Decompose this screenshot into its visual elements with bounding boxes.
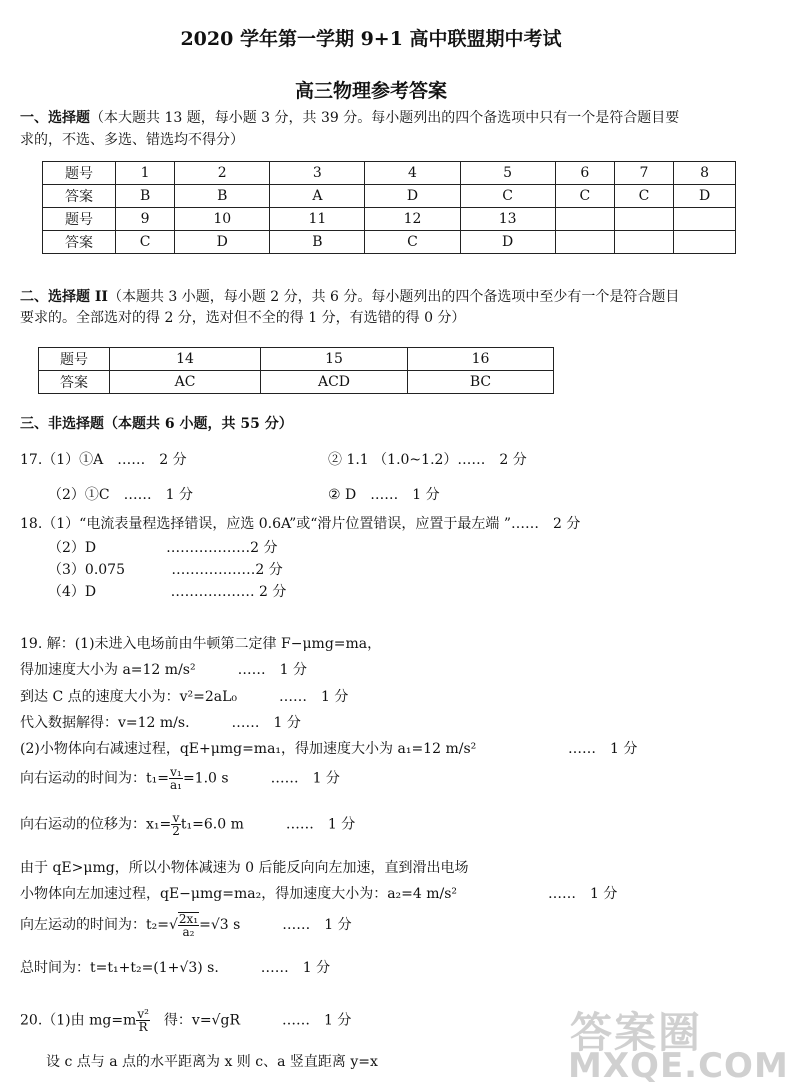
- fraction-numerator: v₁: [170, 765, 182, 779]
- table-cell: 答案: [39, 371, 110, 394]
- q17-line2a: （2）①C …… 1 分: [48, 487, 193, 503]
- q18-line3: （3）0.075 ………………2 分: [48, 562, 283, 578]
- table-cell: B: [270, 231, 365, 254]
- q20-line1-post: 得：v=√gR …… 1 分: [149, 1012, 352, 1029]
- answer-key-title: 高三物理参考答案: [294, 80, 447, 102]
- table-cell: B: [116, 185, 175, 208]
- table-cell: AC: [110, 371, 261, 394]
- section2-heading: 二、选择题 II: [20, 289, 108, 305]
- watermark-top: 答案圈: [570, 1008, 703, 1057]
- section2-line1: [20, 286, 679, 308]
- section2-desc-2: 要求的。全部选对的得 2 分，选对但不全的得 1 分，有选错的得 0 分）: [20, 310, 466, 326]
- q17-line2b: ② D …… 1 分: [328, 487, 440, 503]
- q19-line8: 由于 qE>μmg，所以小物体减速为 0 后能反向向左加速，直到滑出电场: [20, 860, 469, 876]
- q20-line1-pre: 20.（1)由 mg=m: [20, 1012, 137, 1029]
- table-cell: [674, 231, 736, 254]
- section1-desc-2: 求的，不选、多选、错选均不得分）: [20, 132, 244, 148]
- table-cell: [614, 231, 673, 254]
- table-cell: 1: [116, 162, 175, 185]
- q19-line7: [20, 812, 355, 837]
- table-cell: A: [270, 185, 365, 208]
- table-cell: D: [460, 231, 555, 254]
- q19-line10-pre: 向左运动的时间为：t₂=√: [20, 917, 178, 933]
- section1-answer-table: [42, 161, 736, 254]
- q17-line1b: ② 1.1 （1.0~1.2）…… 2 分: [328, 452, 527, 468]
- q19-line5: (2)小物体向右减速过程，qE+μmg=ma₁，得加速度大小为 a₁=12 m/s²: [20, 741, 477, 757]
- section1-heading: 一、选择题: [20, 110, 90, 126]
- table-row: [43, 185, 736, 208]
- q19-line7-pre: 向右运动的位移为：x₁=: [20, 816, 172, 833]
- fraction-denominator: 2: [172, 824, 180, 838]
- q19-line6: [20, 766, 340, 791]
- table-cell: 4: [365, 162, 460, 185]
- table-cell: 6: [555, 162, 614, 185]
- q19-line4: 代入数据解得：v=12 m/s. …… 1 分: [20, 715, 301, 731]
- section1-desc-1: （本大题共 13 题，每小题 3 分，共 39 分。每小题列出的四个备选项中只有一个是符合题目要: [90, 110, 680, 126]
- table-cell: C: [555, 185, 614, 208]
- q20-line1: [20, 1008, 351, 1033]
- q19-line2: 得加速度大小为 a=12 m/s² …… 1 分: [20, 662, 307, 678]
- table-cell: 3: [270, 162, 365, 185]
- watermark-bottom: MXQE.COM: [568, 1046, 789, 1086]
- table-row: [43, 208, 736, 231]
- table-cell: D: [674, 185, 736, 208]
- q19-line3: 到达 C 点的速度大小为：v²=2aL₀ …… 1 分: [20, 689, 349, 705]
- table-cell: [555, 231, 614, 254]
- table-cell: 11: [270, 208, 365, 231]
- table-cell: 2: [175, 162, 270, 185]
- q19-line6-pre: 向右运动的时间为：t₁=: [20, 770, 169, 787]
- table-cell: 题号: [43, 162, 116, 185]
- q20-line1-fraction: [136, 1008, 150, 1033]
- table-row: [39, 371, 554, 394]
- table-cell: 13: [460, 208, 555, 231]
- table-cell: 14: [110, 348, 261, 371]
- q18-line2: （2）D ………………2 分: [48, 540, 278, 556]
- section1-line1: [20, 107, 679, 129]
- section2-answer-table: [38, 347, 554, 394]
- table-cell: D: [365, 185, 460, 208]
- exam-title: 2020 学年第一学期 9+1 高中联盟期中考试: [180, 28, 562, 50]
- section3-heading: 三、非选择题（本题共 6 小题，共 55 分）: [20, 416, 293, 432]
- table-cell: C: [460, 185, 555, 208]
- q19-line10-post: =√3 s …… 1 分: [199, 917, 352, 933]
- q19-line10: [20, 912, 352, 938]
- table-cell: B: [175, 185, 270, 208]
- q20-line2: 设 c 点与 a 点的水平距离为 x 则 c、a 竖直距离 y=x: [46, 1054, 378, 1070]
- fraction-numerator: v: [172, 811, 180, 825]
- fraction-denominator: a₁: [169, 778, 182, 792]
- fraction-denominator: R: [138, 1020, 148, 1034]
- table-cell: 5: [460, 162, 555, 185]
- table-cell: 题号: [39, 348, 110, 371]
- table-cell: [614, 208, 673, 231]
- q18-line1: 18.（1）“电流表量程选择错误，应选 0.6A”或“滑片位置错误，应置于最左端 ”…… 2 分: [20, 516, 581, 532]
- q18-line4: （4）D ……………… 2 分: [48, 584, 287, 600]
- table-cell: 12: [365, 208, 460, 231]
- table-cell: C: [614, 185, 673, 208]
- q19-line5-score: …… 1 分: [568, 741, 638, 757]
- q17-line1a: 17.（1）①A …… 2 分: [20, 452, 187, 468]
- q19-line9: 小物体向左加速过程，qE−μmg=ma₂，得加速度大小为：a₂=4 m/s²: [20, 886, 458, 902]
- table-cell: D: [175, 231, 270, 254]
- table-cell: 9: [116, 208, 175, 231]
- section2-desc-1: （本题共 3 小题，每小题 2 分，共 6 分。每小题列出的四个备选项中至少有一个是符合题目: [107, 289, 680, 305]
- q19-line9-score: …… 1 分: [548, 886, 618, 902]
- fraction-numerator: v²: [137, 1007, 149, 1021]
- q19-line7-fraction: [171, 812, 181, 837]
- q19-line1: 19. 解：(1)未进入电场前由牛顿第二定律 F−μmg=ma，: [20, 636, 382, 652]
- q19-line11: 总时间为：t=t₁+t₂=(1+√3) s. …… 1 分: [20, 960, 331, 976]
- table-cell: C: [116, 231, 175, 254]
- table-cell: BC: [408, 371, 554, 394]
- table-cell: 10: [175, 208, 270, 231]
- table-cell: 8: [674, 162, 736, 185]
- q19-line6-post: =1.0 s …… 1 分: [182, 770, 340, 787]
- table-cell: 15: [261, 348, 408, 371]
- table-cell: 题号: [43, 208, 116, 231]
- table-cell: [555, 208, 614, 231]
- q19-line7-post: t₁=6.0 m …… 1 分: [180, 816, 356, 833]
- table-cell: 答案: [43, 185, 116, 208]
- table-cell: ACD: [261, 371, 408, 394]
- table-cell: 7: [614, 162, 673, 185]
- table-cell: 答案: [43, 231, 116, 254]
- table-row: [43, 231, 736, 254]
- table-cell: C: [365, 231, 460, 254]
- watermark-logo: [566, 1000, 789, 1086]
- table-row: [43, 162, 736, 185]
- fraction-denominator: a₂: [182, 925, 195, 939]
- table-cell: [674, 208, 736, 231]
- fraction-numerator: 2x₁: [178, 912, 199, 926]
- q19-line6-fraction: [169, 766, 183, 791]
- q19-line10-fraction: [178, 912, 199, 938]
- table-row: [39, 348, 554, 371]
- table-cell: 16: [408, 348, 554, 371]
